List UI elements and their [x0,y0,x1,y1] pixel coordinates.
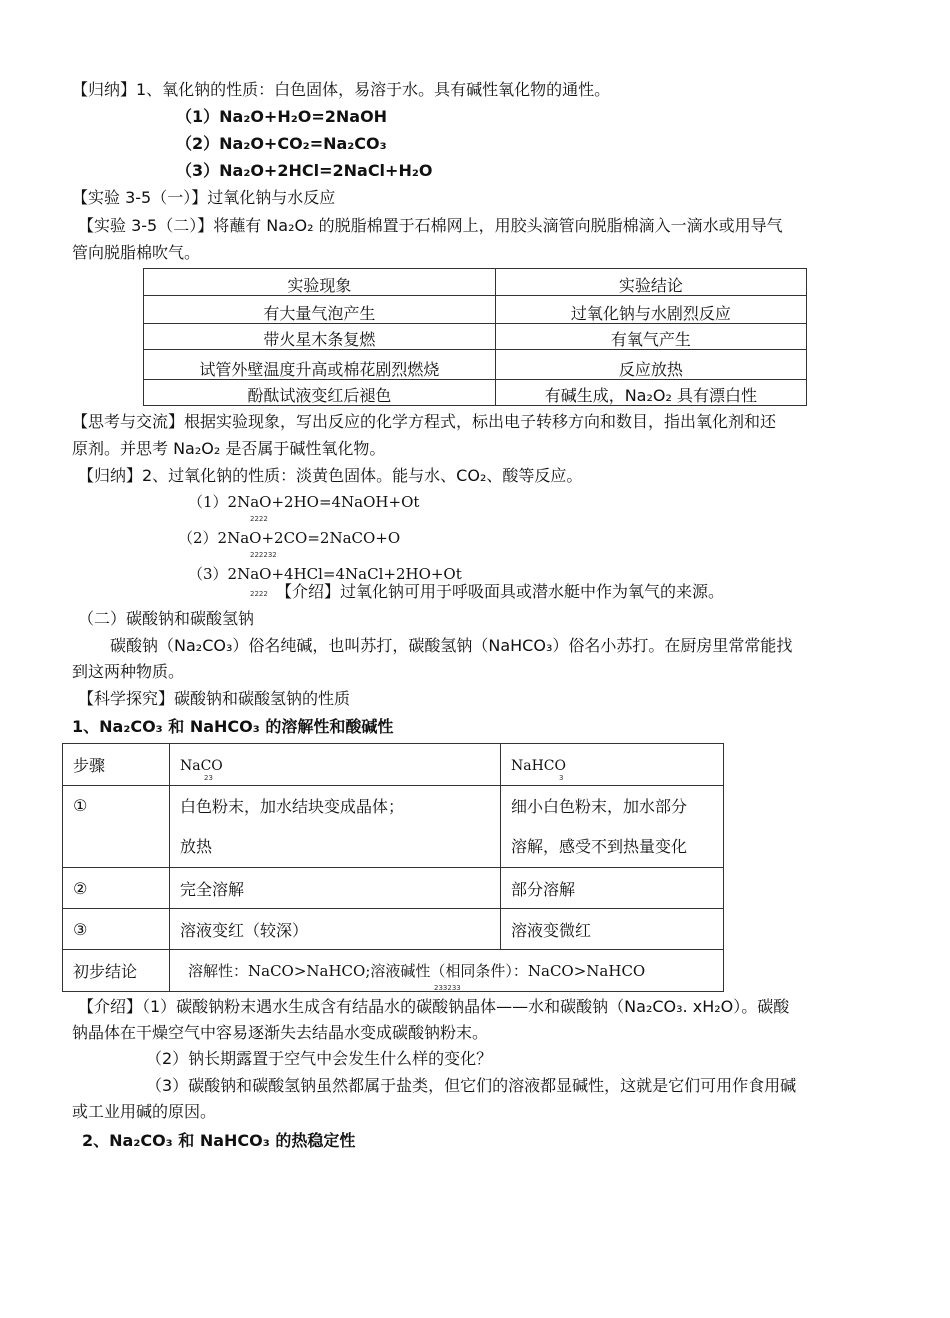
step-2: ② [63,868,170,909]
na2co3-step-3: 溶液变红（较深） [170,909,501,950]
table-row [63,786,724,868]
table-row [144,324,807,350]
peroxide-equation-3: （3）2NaO+4HCl=4NaCl+2HO+Ot [188,565,462,583]
table-cell: 试管外壁温度升高或棉花剧烈燃烧 [144,350,496,380]
experiment-3-5-2-cont: 管向脱脂棉吹气。 [72,243,201,262]
header-nahco3 [501,744,724,786]
intro-oxygen-source: 【介绍】过氧化钠可用于呼吸面具或潜水艇中作为氧气的来源。 [276,582,725,601]
conclusion-text: 溶解性：NaCO>NaHCO;溶液碱性（相同条件）：NaCO>NaHCO [188,962,646,980]
intro-sodium-exposure: （2）钠长期露置于空气中会发生什么样的变化？ [146,1049,493,1068]
conclusion-label: 初步结论 [63,950,170,992]
nahco3-step-1 [501,786,724,868]
table-cell: 反应放热 [495,350,806,380]
nahco3-step-1-line2: 溶解，感受不到热量变化 [511,837,688,856]
equation-3: （3）Na₂O+2HCl=2NaCl+H₂O [176,161,433,180]
table-cell: 酚酞试液变红后褪色 [144,380,496,406]
nahco3-step-1-line1: 细小白色粉末，加水部分 [511,797,688,816]
subsection-1: 1、Na₂CO₃ 和 NaHCO₃ 的溶解性和酸碱性 [72,717,394,736]
intro-alkaline: （3）碳酸钠和碳酸氢钠虽然都属于盐类，但它们的溶液都显碱性，这就是它们可用作食用碱 [146,1076,797,1095]
table-cell: 有氧气产生 [495,324,806,350]
table-row [63,868,724,909]
table-cell: 带火星木条复燃 [144,324,496,350]
experiment-3-5-2: 【实验 3-5（二）】将蘸有 Na₂O₂ 的脱脂棉置于石棉网上，用胶头滴管向脱脂棉滴入一滴水或用导气 [78,216,783,235]
subsection-2: 2、Na₂CO₃ 和 NaHCO₃ 的热稳定性 [82,1131,356,1150]
table-header-row [63,744,724,786]
conclusion-subscripts: 233233 [434,984,461,992]
conclusion-cell [170,950,724,992]
table-row [144,380,807,406]
na2co3-step-2: 完全溶解 [170,868,501,909]
peroxide-equation-1: （1）2NaO+2HO=4NaOH+Ot [188,493,420,511]
peroxide-equation-3-subscripts: 2222 [250,590,268,598]
intro-crystal-cont: 钠晶体在干燥空气中容易逐渐失去结晶水变成碳酸钠粉末。 [72,1023,489,1042]
header-nahco3-label: NaHCO [511,758,566,774]
carbonate-properties-table [62,743,724,992]
table-header-phenomenon: 实验现象 [144,269,496,296]
na2co3-step-1-line2: 放热 [180,837,213,856]
table-cell: 有大量气泡产生 [144,296,496,324]
think-exchange: 【思考与交流】根据实验现象，写出反应的化学方程式，标出电子转移方向和数目，指出氧化剂和还 [72,412,777,431]
equation-2: （2）Na₂O+CO₂=Na₂CO₃ [176,134,387,153]
carbonate-paragraph-cont: 到这两种物质。 [72,662,185,681]
header-nahco3-subscripts: 3 [559,774,564,782]
summary-1: 【归纳】1、氧化钠的性质：白色固体，易溶于水。具有碱性氧化物的通性。 [72,80,611,99]
equation-1: （1）Na₂O+H₂O=2NaOH [176,107,388,126]
header-step: 步骤 [63,744,170,786]
table-cell: 过氧化钠与水剧烈反应 [495,296,806,324]
header-na2co3-subscripts: 23 [204,774,213,782]
table-row [144,296,807,324]
peroxide-equation-2-subscripts: 222232 [250,551,277,559]
experiment-3-5-1: 【实验 3-5（一）】过氧化钠与水反应 [72,188,336,207]
peroxide-equation-2: （2）2NaO+2CO=2NaCO+O [178,529,401,547]
summary-2: 【归纳】2、过氧化钠的性质：淡黄色固体。能与水、CO₂、酸等反应。 [78,466,583,485]
carbonate-paragraph: 碳酸钠（Na₂CO₃）俗名纯碱，也叫苏打，碳酸氢钠（NaHCO₃）俗名小苏打。在厨房里常常能找 [110,636,793,655]
peroxide-equation-1-subscripts: 2222 [250,515,268,523]
header-na2co3-label: NaCO [180,758,223,774]
section-carbonates: （二）碳酸钠和碳酸氢钠 [78,609,255,628]
header-na2co3 [170,744,501,786]
step-3: ③ [63,909,170,950]
science-explore: 【科学探究】碳酸钠和碳酸氢钠的性质 [78,689,351,708]
na2co3-step-1 [170,786,501,868]
table-row [144,350,807,380]
intro-crystal: 【介绍】（1）碳酸钠粉末遇水生成含有结晶水的碳酸钠晶体——水和碳酸钠（Na₂CO₃. xH₂O）。碳酸 [78,997,790,1016]
step-1: ① [63,786,170,868]
na2co3-step-1-line1: 白色粉末，加水结块变成晶体； [180,797,405,816]
table-row [63,950,724,992]
intro-alkaline-cont: 或工业用碱的原因。 [72,1102,217,1121]
nahco3-step-2: 部分溶解 [501,868,724,909]
table-row [63,909,724,950]
table-cell: 有碱生成，Na₂O₂ 具有漂白性 [495,380,806,406]
experiment-table [143,268,807,406]
think-exchange-cont: 原剂。并思考 Na₂O₂ 是否属于碱性氧化物。 [72,439,386,458]
table-header-conclusion: 实验结论 [495,269,806,296]
nahco3-step-3: 溶液变微红 [501,909,724,950]
